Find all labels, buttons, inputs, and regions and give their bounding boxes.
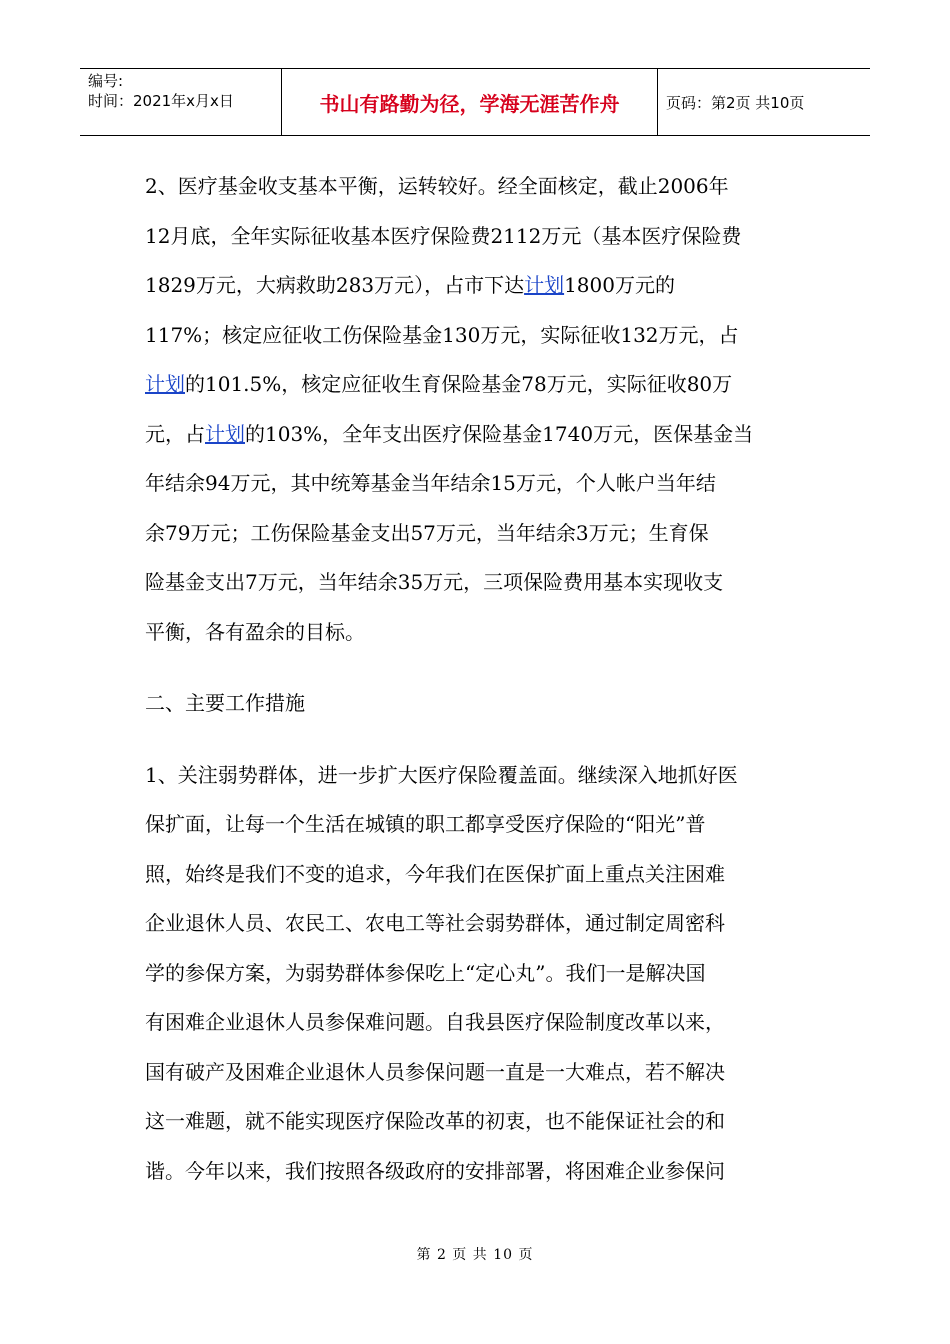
- text-line: 谐。今年以来，我们按照各级政府的安排部署，将困难企业参保问: [145, 1158, 725, 1183]
- text-segment: 的101.5%，核定应征收生育保险基金78万元，实际征收80万: [185, 372, 733, 396]
- text-line: 平衡，各有盈余的目标。: [145, 619, 365, 644]
- text-line: 12月底，全年实际征收基本医疗保险费2112万元（基本医疗保险费: [145, 223, 742, 248]
- page-header: [80, 68, 870, 136]
- text-segment: 的103%，全年支出医疗保险基金1740万元，医保基金当: [245, 421, 754, 446]
- text-line: [145, 410, 815, 460]
- text-line: 年结余94万元，其中统筹基金当年结余15万元，个人帐户当年结: [145, 471, 716, 495]
- text-line: 国有破产及困难企业退休人员参保问题一直是一大难点，若不解决: [145, 1059, 725, 1084]
- header-page-info: 页码：第2页 共10页: [666, 93, 805, 112]
- plan-link[interactable]: 计划: [145, 372, 185, 396]
- page-footer: 第 2 页 共 10 页: [416, 1247, 534, 1263]
- text-line: 有困难企业退休人员参保难问题。自我县医疗保险制度改革以来，: [145, 1010, 725, 1034]
- text-line: 学的参保方案，为弱势群体参保吃上“定心丸”。我们一是解决国: [145, 960, 706, 985]
- header-motto-cell: [282, 69, 658, 135]
- header-meta: [80, 69, 282, 135]
- text-line: [145, 360, 815, 410]
- text-segment: 1800万元的: [564, 273, 675, 297]
- paragraph-fund-balance: [145, 162, 815, 657]
- text-segment: 1829万元，大病救助283万元），占市下达: [145, 273, 525, 297]
- text-line: 企业退休人员、农民工、农电工等社会弱势群体，通过制定周密科: [145, 911, 725, 935]
- text-segment: 元，占: [145, 421, 205, 446]
- text-line: 险基金支出7万元，当年结余35万元，三项保险费用基本实现收支: [145, 570, 724, 594]
- section-heading: 二、主要工作措施: [145, 691, 305, 715]
- document-date: 时间：2021年x月x日: [88, 92, 234, 110]
- text-line: [145, 261, 815, 311]
- header-motto: 书山有路勤为径，学海无涯苦作舟: [319, 91, 620, 116]
- paragraph-vulnerable-groups: [145, 751, 815, 1197]
- document-body: [145, 162, 815, 1196]
- plan-link[interactable]: 计划: [524, 273, 565, 297]
- header-page-info-cell: [658, 69, 870, 135]
- text-line: 余79万元；工伤保险基金支出57万元，当年结余3万元；生育保: [145, 520, 709, 545]
- text-line: 这一难题，就不能实现医疗保险改革的初衷，也不能保证社会的和: [145, 1109, 725, 1133]
- document-number-label: 编号:: [88, 72, 124, 90]
- text-line: 照，始终是我们不变的追求，今年我们在医保扩面上重点关注困难: [145, 861, 725, 886]
- text-line: 2、医疗基金收支基本平衡，运转较好。经全面核定，截止2006年: [145, 174, 729, 198]
- text-line: 117%；核定应征收工伤保险基金130万元，实际征收132万元，占: [145, 322, 739, 347]
- plan-link[interactable]: 计划: [205, 421, 245, 446]
- text-line: 1、关注弱势群体，进一步扩大医疗保险覆盖面。继续深入地抓好医: [145, 762, 738, 787]
- text-line: 保扩面，让每一个生活在城镇的职工都享受医疗保险的“阳光”普: [145, 812, 706, 836]
